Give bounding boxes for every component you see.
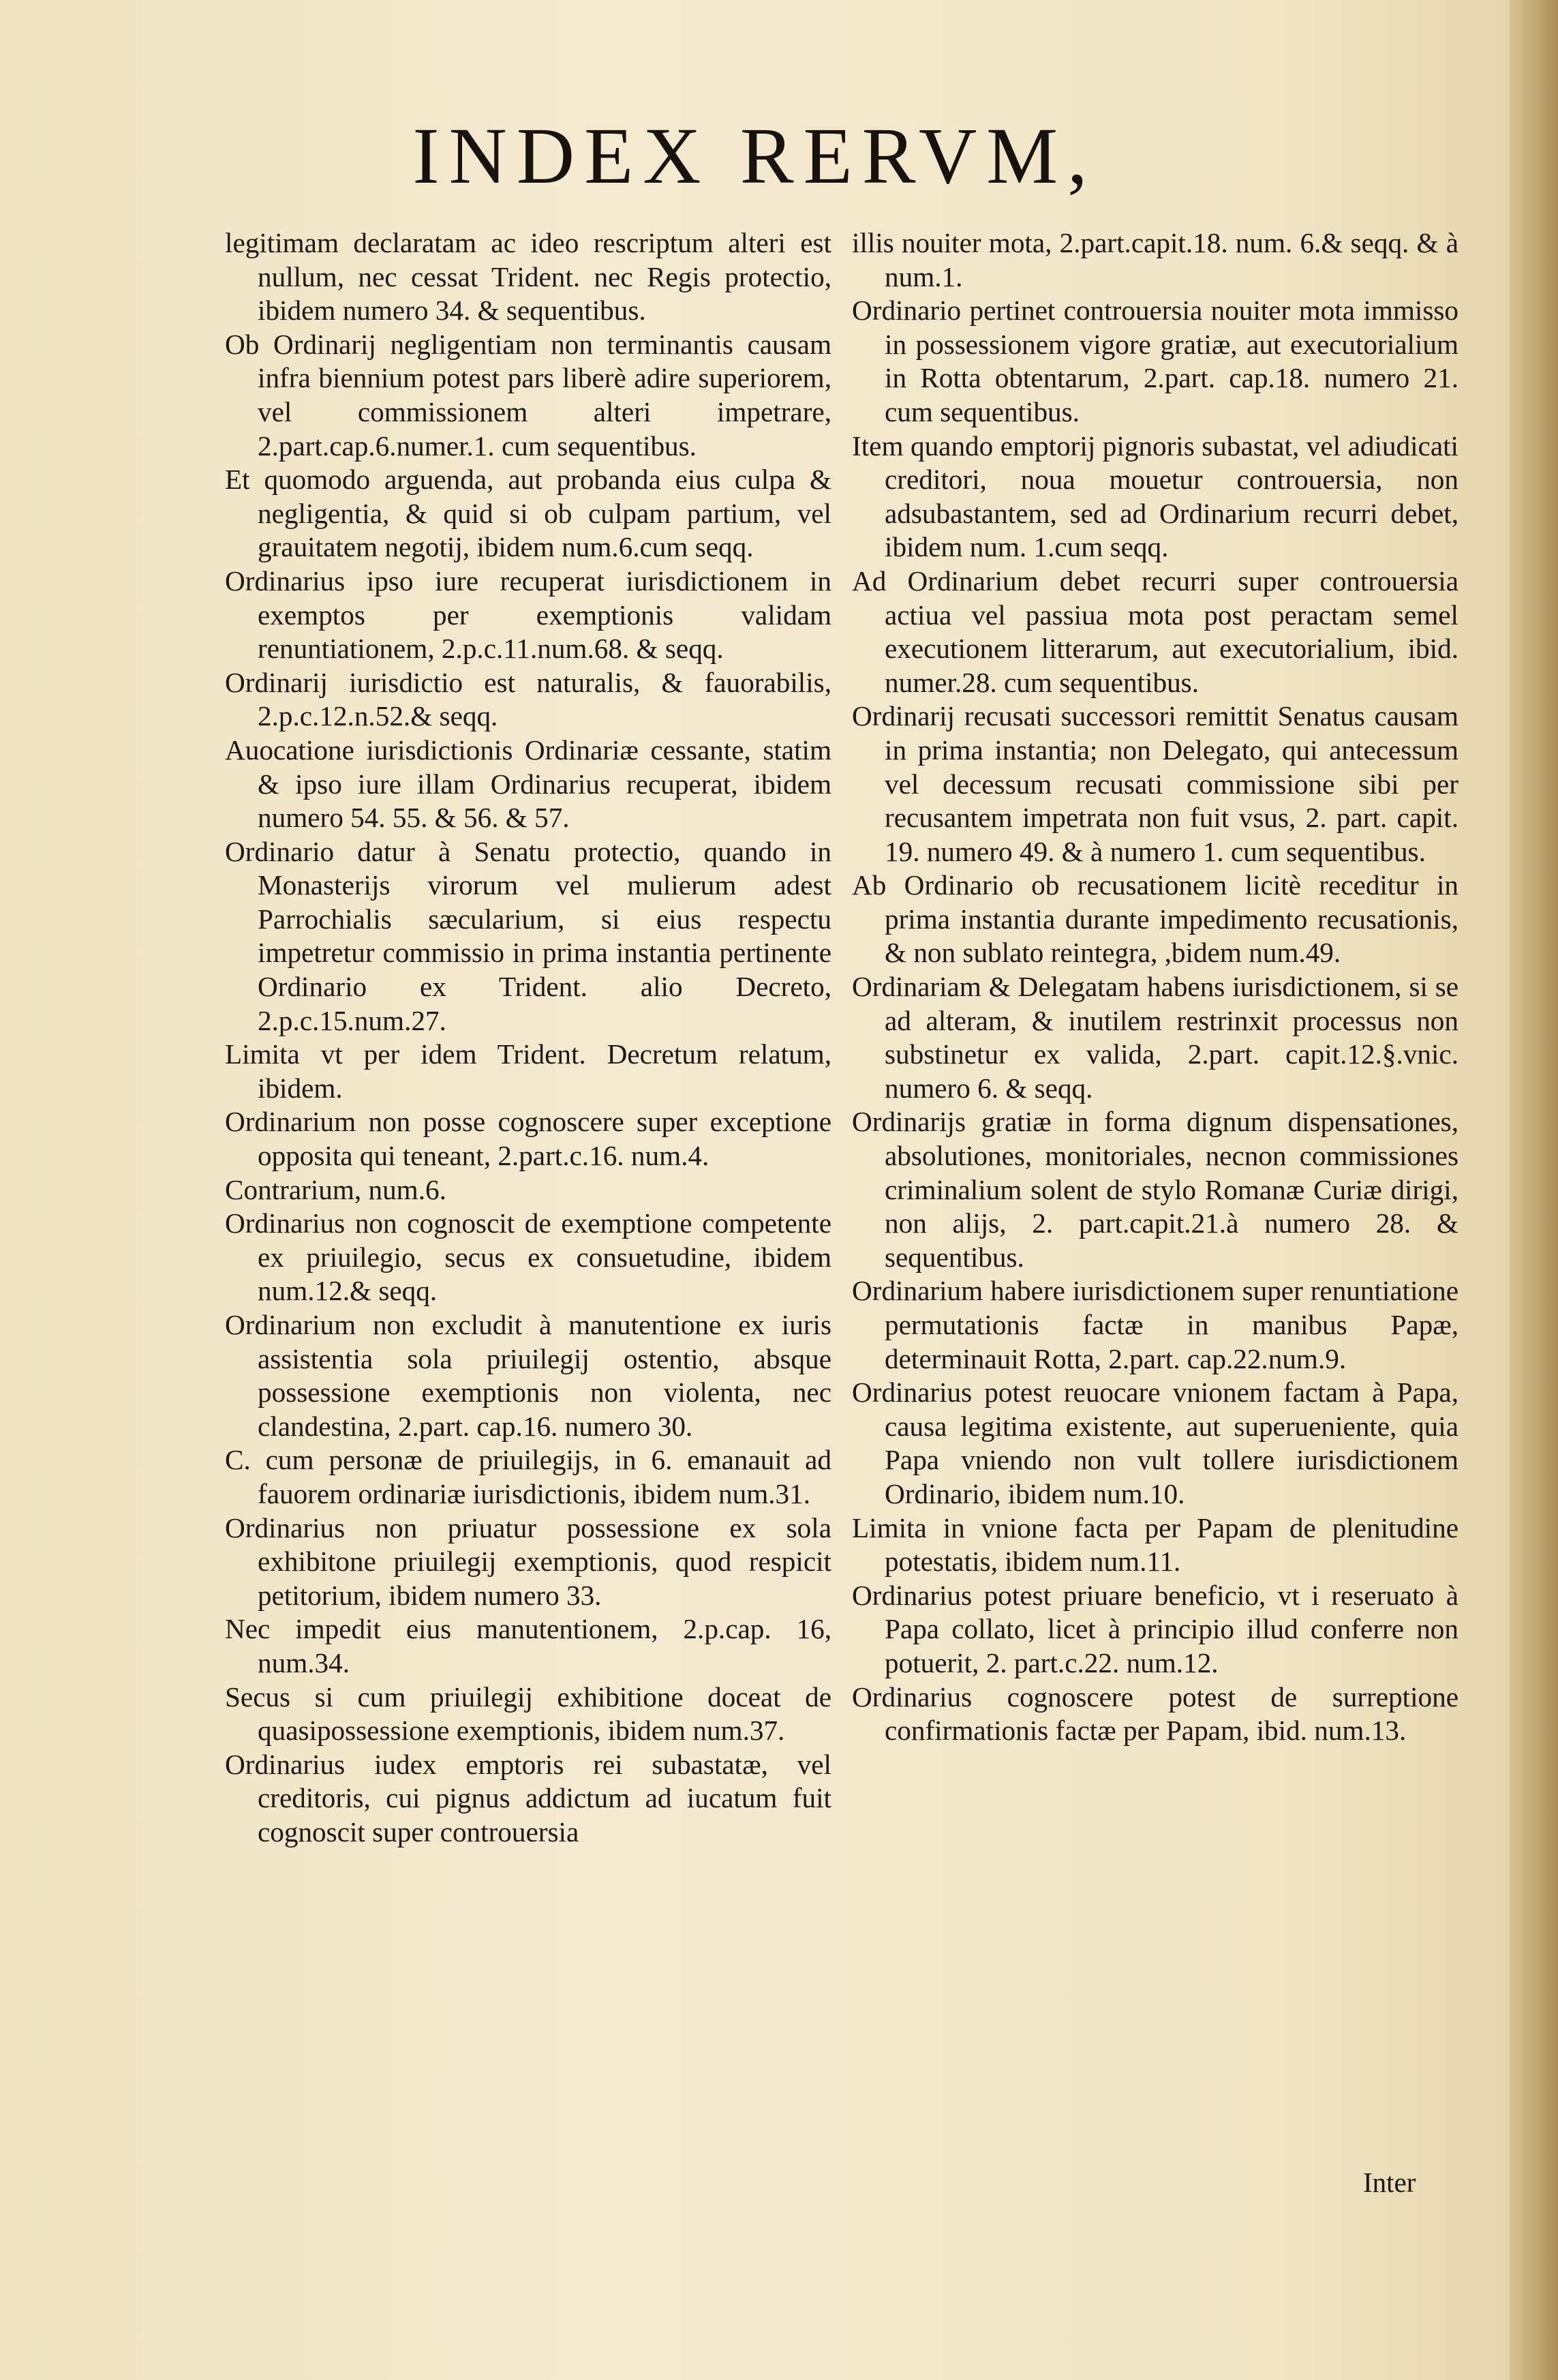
right-column xyxy=(852,226,1458,1748)
index-entry: Ordinarium habere iurisdictionem super renuntiatione permutationis factæ in manibus Papæ, determinauit Rotta, 2.part. cap.22.num.9. xyxy=(852,1275,1458,1374)
index-entry: Ordinarius ipso iure recuperat iurisdictionem in exemptos per exemptionis validam renuntiationem, 2.p.c.11.num.68. & seqq. xyxy=(225,564,831,665)
index-entry: Contrarium, num.6. xyxy=(225,1173,446,1205)
index-entry: Ordinarius potest priuare beneficio, vt i reseruato à Papa collato, licet à principio illud conferre non potuerit, 2. part.c.22. num.12. xyxy=(852,1579,1458,1678)
index-entry: illis nouiter mota, 2.part.capit.18. num. 6.& seqq. & à num.1. xyxy=(852,227,1458,292)
running-title: INDEX RERVM, xyxy=(412,111,1097,200)
index-entry: Nec impedit eius manutentionem, 2.p.cap. 16, num.34. xyxy=(225,1613,831,1678)
index-entry: Ad Ordinarium debet recurri super controuersia actiua vel passiua mota post peractam semel executionem litterarum, aut executorialium, ibid. numer.28. cum sequentibus. xyxy=(852,564,1458,698)
catchword: Inter xyxy=(1363,2167,1416,2198)
index-entry: Ordinariam & Delegatam habens iurisdictionem, si se ad alteram, & inutilem restrinxit processus non substinetur ex valida, 2.part. capit.12.§.vnic. numero 6. & seqq. xyxy=(852,971,1458,1104)
index-entry: Ab Ordinario ob recusationem licitè receditur in prima instantia durante impedimento recusationis, & non sublato reintegra, ,bidem num.49. xyxy=(852,869,1458,969)
page-edge xyxy=(1510,0,1558,2380)
index-entry: Secus si cum priuilegij exhibitione doceat de quasipossessione exemptionis, ibidem num.37. xyxy=(225,1681,831,1747)
index-entry: Ordinario pertinet controuersia nouiter mota immisso in possessionem vigore gratiæ, aut executorialium in Rotta obtentarum, 2.part. cap.18. numero 21. cum sequentibus. xyxy=(852,295,1458,427)
index-entry: Ordinarium non excludit à manutentione ex iuris assistentia sola priuilegij ostentio, absque possessione exemptionis non violenta, nec clandestina, 2.part. cap.16. numero 30. xyxy=(225,1309,831,1442)
index-entry: Ordinarij iurisdictio est naturalis, & fauorabilis, 2.p.c.12.n.52.& seqq. xyxy=(225,666,831,732)
index-entry: Ob Ordinarij negligentiam non terminantis causam infra biennium potest pars liberè adire superiorem, vel commissionem alteri impetrare, 2.part.cap.6.numer.1. cum sequentibus. xyxy=(225,328,831,462)
index-entry: Ordinarijs gratiæ in forma dignum dispensationes, absolutiones, monitoriales, necnon commissiones criminalium solent de stylo Romanæ Curiæ dirigi, non alijs, 2. part.capit.21.à numero 28. & sequentibus. xyxy=(852,1106,1458,1273)
index-entry: Ordinarius non priuatur possessione ex sola exhibitone priuilegij exemptionis, quod respicit petitorium, ibidem numero 33. xyxy=(225,1511,831,1611)
index-entry: Ordinarius cognoscere potest de surreptione confirmationis factæ per Papam, ibid. num.13. xyxy=(852,1681,1458,1747)
index-entry: C. cum personæ de priuilegijs, in 6. emanauit ad fauorem ordinariæ iurisdictionis, ibidem num.31. xyxy=(225,1444,831,1509)
index-entry: legitimam declaratam ac ideo rescriptum alteri est nullum, nec cessat Trident. nec Regis protectio, ibidem numero 34. & sequentibus. xyxy=(225,227,831,327)
index-entry: Ordinarius potest reuocare vnionem factam à Papa, causa legitima existente, aut superueniente, quia Papa vniendo non vult tollere iurisdictionem Ordinario, ibidem num.10. xyxy=(852,1376,1458,1509)
index-entry: Item quando emptorij pignoris subastat, vel adiudicati creditori, noua mouetur controuersia, non adsubastantem, sed ad Ordinarium recurri debet, ibidem num. 1.cum seqq. xyxy=(852,430,1458,563)
index-entry: Auocatione iurisdictionis Ordinariæ cessante, statim & ipso iure illam Ordinarius recuperat, ibidem numero 54. 55. & 56. & 57. xyxy=(225,734,831,834)
index-entry: Limita in vnione facta per Papam de plenitudine potestatis, ibidem num.11. xyxy=(852,1511,1458,1578)
index-entry: Ordinario datur à Senatu protectio, quando in Monasterijs virorum vel mulierum adest Parrochialis sæcularium, si eius respectu impetretur commissio in prima instantia pertinente Ordinario ex Trident. alio Decreto, 2.p.c.15.num.27. xyxy=(225,835,831,1036)
index-entry: Ordinarius iudex emptoris rei subastatæ, vel creditoris, cui pignus addictum ad iucatum fuit cognoscit super controuersia xyxy=(225,1748,831,1848)
index-entry: Limita vt per idem Trident. Decretum relatum, ibidem. xyxy=(225,1038,831,1104)
index-entry: Ordinarium non posse cognoscere super exceptione opposita qui teneant, 2.part.c.16. num.4. xyxy=(225,1106,831,1172)
left-column xyxy=(225,226,831,1850)
index-entry: Ordinarius non cognoscit de exemptione competente ex priuilegio, secus ex consuetudine, ibidem num.12.& seqq. xyxy=(225,1207,831,1307)
index-entry: Ordinarij recusati successori remittit Senatus causam in prima instantia; non Delegato, qui antecessum vel decessum recusati commissione sibi per recusantem impetrata non fuit vsus, 2. part. capit. 19. numero 49. & à numero 1. cum sequentibus. xyxy=(852,700,1458,867)
index-entry: Et quomodo arguenda, aut probanda eius culpa & negligentia, & quid si ob culpam partium, vel grauitatem negotij, ibidem num.6.cum seqq. xyxy=(225,464,831,563)
